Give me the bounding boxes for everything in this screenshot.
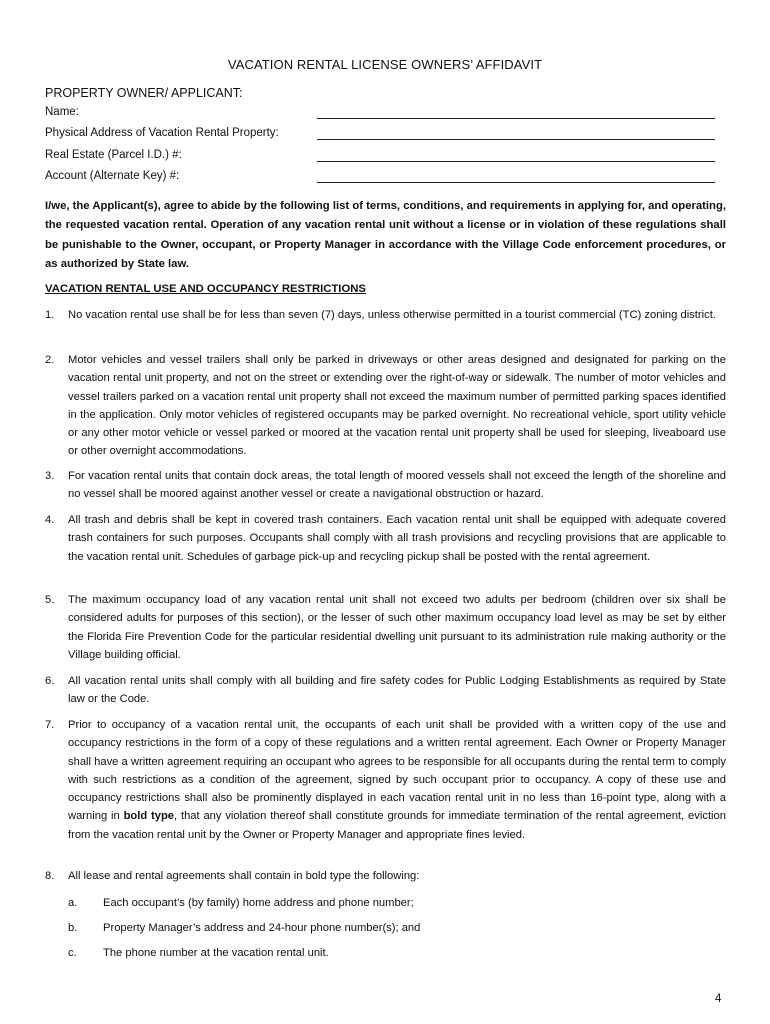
item-text: The maximum occupancy load of any vacation rental unit shall not exceed two adults per bedroom (children over six shall be considered adults for purposes of this section), or the lesser of such other maximum occupancy load level as may be set by either the Florida Fire Prevention Code for the particular residential dwelling unit pursuant to its administration rule making authority or the Village building official. [68, 594, 726, 661]
name-field-row[interactable] [45, 106, 725, 124]
name-field-line[interactable] [317, 118, 715, 119]
agreement-intro: I/we, the Applicant(s), agree to abide by the following list of terms, conditions, and requirements in applying for, and operating, the requested vacation rental. Operation of any vacation rental unit without a license or in violation of these regulations shall be punishable to the Owner, occupant, or Property Manager in accordance with the Village Code enforcement procedures, or as authorized by State law. [45, 200, 726, 270]
parcel-field-label: Real Estate (Parcel I.D.) #: [45, 149, 182, 161]
address-field-line[interactable] [317, 139, 715, 140]
item-number: 3. [45, 470, 55, 482]
item-number: 4. [45, 514, 55, 526]
parcel-field-line[interactable] [317, 161, 715, 162]
list-item [45, 716, 726, 844]
list-item [45, 867, 726, 885]
item-text-after: , that any violation thereof shall constitute grounds for immediate termination of the rental agreement, eviction from the vacation rental unit by the Owner or Property Manager and appropriate fines levied. [68, 810, 726, 841]
item-number: 7. [45, 719, 55, 731]
list-item [45, 591, 726, 664]
page-number: 4 [715, 993, 722, 1005]
item-text [68, 716, 726, 844]
bold-type-emphasis: bold type [123, 810, 175, 823]
item-text: All vacation rental units shall comply with all building and fire safety codes for Public Lodging Establishments as required by State law or the Code. [68, 675, 726, 706]
item-number: 2. [45, 354, 55, 366]
list-item [45, 306, 726, 324]
account-field-line[interactable] [317, 182, 715, 183]
list-item [45, 467, 726, 504]
item-number: 6. [45, 675, 55, 687]
item-text: For vacation rental units that contain dock areas, the total length of moored vessels shall not exceed the length of the shoreline and no vessel shall be moored against another vessel or create a navigational obstruction or hazard. [68, 470, 726, 501]
item-text: No vacation rental use shall be for less than seven (7) days, unless otherwise permitted in a tourist commercial (TC) zoning district. [68, 309, 716, 321]
sub-item-text: Each occupant’s (by family) home address and phone number; [103, 897, 414, 909]
name-field-label: Name: [45, 106, 79, 118]
sub-item-letter: c. [68, 947, 77, 959]
item-text: All lease and rental agreements shall contain in bold type the following: [68, 870, 420, 882]
sub-item-text: Property Manager’s address and 24-hour phone number(s); and [103, 922, 421, 934]
account-field-row[interactable] [45, 170, 725, 188]
restrictions-heading: VACATION RENTAL USE AND OCCUPANCY RESTRICTIONS [45, 283, 366, 295]
list-item [45, 351, 726, 461]
item-number: 8. [45, 870, 55, 882]
list-item [45, 511, 726, 566]
document-title: VACATION RENTAL LICENSE OWNERS’ AFFIDAVIT [227, 57, 543, 72]
sub-list-item [68, 894, 708, 912]
owner-section-heading: PROPERTY OWNER/ APPLICANT: [45, 86, 243, 100]
item-text-before: Prior to occupancy of a vacation rental unit, the occupants of each unit shall be provided with a written copy of the use and occupancy restrictions in the form of a copy of these regulations and a written rental agreement. Each Owner or Property Manager shall have a written agreement requiring an occupant who agrees to be responsible for all occupants during the rental term to comply with such restrictions as a condition of the agreement, signed by such occupant prior to occupancy. A copy of these use and occupancy restrictions shall also be prominently displayed in each vacation rental unit in no less than 16-point type, along with a warning in [68, 719, 726, 823]
address-field-label: Physical Address of Vacation Rental Property: [45, 127, 279, 139]
item-text: Motor vehicles and vessel trailers shall only be parked in driveways or other areas designed and designated for parking on the vacation rental unit property, and not on the street or extending over the right-of-way or sidewalk. The number of motor vehicles and vessel trailers parked on a vacation rental unit property shall not exceed the maximum number of permitted parking spaces identified in the application. Only motor vehicles of registered occupants may be parked overnight. No recreational vehicle, sport utility vehicle or any other motor vehicle or vessel parked or moored at the vacation rental unit property shall be used for sleeping, liveaboard use or other overnight accommodations. [68, 354, 726, 458]
sub-item-text: The phone number at the vacation rental unit. [103, 947, 329, 959]
item-number: 1. [45, 309, 55, 321]
list-item [45, 672, 726, 709]
parcel-field-row[interactable] [45, 149, 725, 167]
item-text: All trash and debris shall be kept in covered trash containers. Each vacation rental unit shall be equipped with adequate covered trash containers for such purposes. Occupants shall comply with all trash provisions and recycling provisions that are applicable to the vacation rental unit. Schedules of garbage pick-up and recycling pickup shall be posted with the rental agreement. [68, 514, 726, 563]
sub-list-item [68, 919, 708, 937]
sub-item-letter: a. [68, 897, 78, 909]
account-field-label: Account (Alternate Key) #: [45, 170, 180, 182]
address-field-row[interactable] [45, 127, 725, 145]
sub-list-item [68, 944, 708, 962]
item-number: 5. [45, 594, 55, 606]
sub-item-letter: b. [68, 922, 78, 934]
